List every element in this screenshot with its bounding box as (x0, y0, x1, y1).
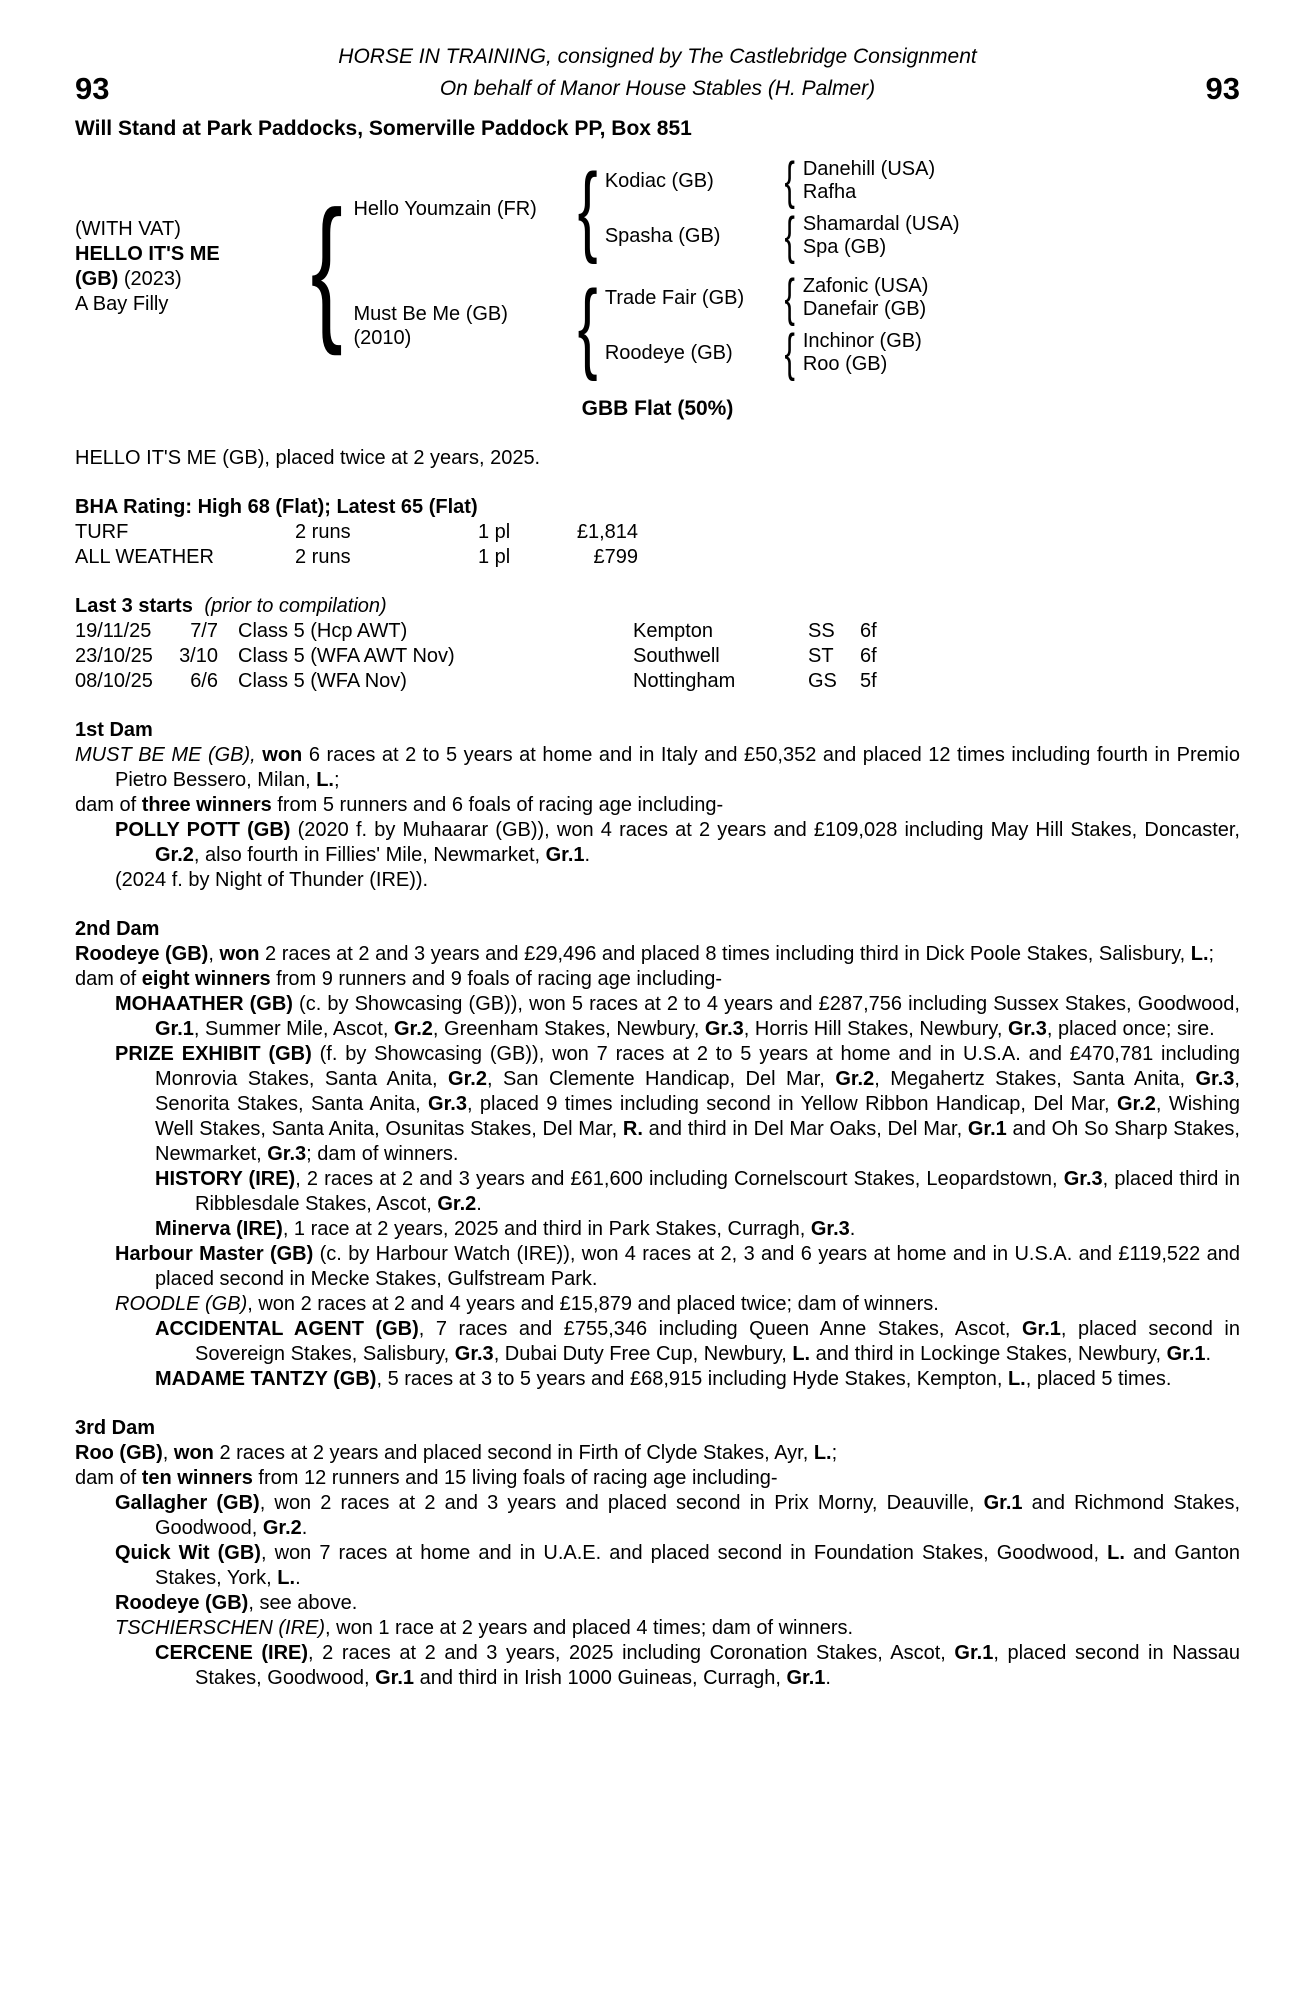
surface-label: TURF (75, 521, 129, 543)
sire-parents (605, 152, 960, 265)
dam-sire-branch (605, 272, 929, 324)
start-going: GS (808, 670, 837, 692)
pedigree-generation-1 (353, 148, 959, 386)
pedigree-paragraph: POLLY POTT (GB) (2020 f. by Muhaarar (GB)), won 4 races at 2 years and £109,028 including May Hill Stakes, Doncaster, Gr.2, also fourth in Fillies' Mile, Newmarket, Gr.1. (115, 819, 1240, 866)
dam-name-block (353, 302, 571, 350)
pedigree-paragraph: ROODLE (GB), won 2 races at 2 and 4 years and £15,879 and placed twice; dam of winners. (115, 1293, 939, 1315)
pedigree-paragraph: CERCENE (IRE), 2 races at 2 and 3 years, 2025 including Coronation Stakes, Ascot, Gr.1, placed second in Nassau Stakes, Goodwood, Gr.1 and third in Irish 1000 Guineas, Curragh, Gr.1. (155, 1642, 1241, 1689)
consignment-line: HORSE IN TRAINING, consigned by The Castlebridge Consignment (338, 45, 977, 68)
sire-sire-name: Kodiac (GB) (604, 170, 714, 192)
last-starts-title (75, 594, 1240, 619)
pedigree-paragraph: Gallagher (GB), won 2 races at 2 and 3 years and placed second in Prix Morny, Deauville, Gr.1 and Richmond Stakes, Goodwood, Gr.2. (115, 1492, 1241, 1539)
pedigree-paragraph: MOHAATHER (GB) (c. by Showcasing (GB)), won 5 races at 2 to 4 years and £287,756 including Sussex Stakes, Goodwood, Gr.1, Summer Mile, Ascot, Gr.2, Greenham Stakes, Newbury, Gr.3, Horris Hill Stakes, Newbury, Gr.3, placed once; sire. (115, 993, 1240, 1040)
section-heading: 2nd Dam (75, 918, 160, 940)
start-class: Class 5 (Hcp AWT) (238, 620, 408, 642)
last-starts-block (75, 594, 1240, 694)
pedigree-paragraph: ACCIDENTAL AGENT (GB), 7 races and £755,346 including Queen Anne Stakes, Ascot, Gr.1, placed second in Sovereign Stakes, Salisbury, Gr.3, Dubai Duty Free Cup, Newbury, L. and third in Lockinge Stakes, Newbury, Gr.1. (155, 1318, 1240, 1365)
dam-sire-parents (803, 275, 929, 321)
start-course: Kempton (633, 620, 714, 642)
stand-location-line: Will Stand at Park Paddocks, Somerville Paddock PP, Box 851 (75, 117, 692, 140)
sire-dam-dam-name: Spa (GB) (802, 236, 887, 258)
surface-label: ALL WEATHER (75, 546, 214, 568)
sire-dam-name: Spasha (GB) (604, 225, 721, 247)
start-position: 6/6 (190, 670, 218, 692)
pedigree-paragraph: TSCHIERSCHEN (IRE), won 1 race at 2 years and placed 4 times; dam of winners. (115, 1617, 854, 1639)
pedigree-brace-dam-dam (777, 327, 803, 379)
pedigree-table (75, 148, 1240, 386)
pedigree-brace-sire-sire (777, 155, 803, 207)
lot-number-right: 93 (1205, 71, 1240, 106)
dam-dam-branch (605, 327, 929, 379)
section-heading: 1st Dam (75, 719, 153, 741)
pedigree-paragraph: dam of ten winners from 12 runners and 15 living foals of racing age including- (75, 1467, 778, 1489)
pedigree-paragraph: MUST BE ME (GB), won 6 races at 2 to 5 years at home and in Italy and £50,352 and placed 12 times including fourth in Premio Pietro Bessero, Milan, L.; (75, 744, 1240, 791)
start-position: 7/7 (190, 620, 218, 642)
dam-sire-dam-name: Danefair (GB) (802, 298, 927, 320)
pedigree-paragraph: Quick Wit (GB), won 7 races at home and in U.A.E. and placed second in Foundation Stakes, Goodwood, L. and Ganton Stakes, York, L.. (115, 1542, 1240, 1589)
start-distance: 6f (860, 620, 877, 642)
start-going: ST (808, 645, 834, 667)
dam-sire-sire-name: Zafonic (USA) (802, 275, 929, 297)
pedigree-paragraph: Minerva (IRE), 1 race at 2 years, 2025 and third in Park Stakes, Curragh, Gr.3. (155, 1218, 856, 1240)
pedigree-paragraph: Roo (GB), won 2 races at 2 years and placed second in Firth of Clyde Stakes, Ayr, L.; (75, 1442, 838, 1464)
runs-value: 2 runs (295, 546, 351, 568)
last-starts-title-note: (prior to compilation) (204, 595, 387, 617)
dam-branch (353, 269, 959, 382)
start-date: 23/10/25 (75, 645, 153, 667)
pedigree-brace-sire (571, 159, 604, 259)
sire-dam-sire-name: Shamardal (USA) (802, 213, 960, 235)
earnings-value: £1,814 (576, 521, 638, 543)
sire-dam-parents (803, 213, 960, 259)
start-position: 3/10 (179, 645, 218, 667)
start-course: Nottingham (633, 670, 736, 692)
start-course: Southwell (633, 645, 720, 667)
gbb-scheme-line: GBB Flat (50%) (581, 397, 734, 420)
dam-parents (605, 269, 929, 382)
race-summary-line: HELLO IT'S ME (GB), placed twice at 2 years, 2025. (75, 447, 541, 469)
subject-name: HELLO IT'S ME (75, 243, 220, 265)
pedigree-brace-dam (571, 276, 604, 376)
pedigree-paragraph: MADAME TANTZY (GB), 5 races at 3 to 5 years and £68,915 including Hyde Stakes, Kempton, L., placed 5 times. (155, 1368, 1172, 1390)
sire-sire-sire-name: Danehill (USA) (802, 158, 936, 180)
earnings-value: £799 (593, 546, 638, 568)
start-distance: 5f (860, 670, 877, 692)
pedigree-paragraph: Harbour Master (GB) (c. by Harbour Watch (IRE)), won 4 races at 2, 3 and 6 years at home and in U.S.A. and £119,522 and placed second in Mecke Stakes, Gulfstream Park. (115, 1243, 1240, 1290)
sire-sire-branch (605, 155, 960, 207)
pedigree-paragraph: Roodeye (GB), won 2 races at 2 and 3 years and £29,496 and placed 8 times including third in Dick Poole Stakes, Salisbury, L.; (75, 943, 1215, 965)
subject-horse-block (75, 217, 300, 317)
sire-sire-dam-name: Rafha (802, 181, 857, 203)
places-value: 1 pl (478, 546, 511, 568)
dam-dam-sire-name: Inchinor (GB) (802, 330, 922, 352)
pedigree-paragraph: (2024 f. by Night of Thunder (IRE)). (115, 869, 429, 891)
header-row (75, 72, 1240, 106)
start-class: Class 5 (WFA AWT Nov) (238, 645, 455, 667)
bha-rating-title: BHA Rating: High 68 (Flat); Latest 65 (Flat) (75, 496, 478, 518)
pedigree-paragraph: Roodeye (GB), see above. (115, 1592, 358, 1614)
places-value: 1 pl (478, 521, 511, 543)
subject-description: A Bay Filly (75, 293, 169, 315)
sire-name: Hello Youmzain (FR) (353, 197, 537, 220)
section-heading: 3rd Dam (75, 1417, 156, 1439)
sire-dam-branch (605, 210, 960, 262)
sire-branch (353, 152, 959, 265)
sire-sire-parents (803, 158, 935, 204)
start-going: SS (808, 620, 835, 642)
lot-number-left: 93 (75, 71, 110, 106)
race-record-table (75, 520, 1240, 570)
pedigree-brace-sire-dam (777, 210, 803, 262)
start-date: 08/10/25 (75, 670, 153, 692)
last-starts-title-label: Last 3 starts (75, 595, 193, 617)
last-starts-table (75, 619, 1240, 694)
pedigree-paragraph: dam of eight winners from 9 runners and 9 foals of racing age including- (75, 968, 722, 990)
pedigree-brace-main (300, 187, 353, 347)
pedigree-paragraph: PRIZE EXHIBIT (GB) (f. by Showcasing (GB)), won 7 races at 2 to 5 years at home and in U.S.A. and £470,781 including Monrovia Stakes, Santa Anita, Gr.2, San Clemente Handicap, Del Mar, Gr.2, Megahertz Stakes, Santa Anita, Gr.3, Senorita Stakes, Santa Anita, Gr.3, placed 9 times including second in Yellow Ribbon Handicap, Del Mar, Gr.2, Wishing Well Stakes, Santa Anita, Osunitas Stakes, Del Mar, R. and third in Del Mar Oaks, Del Mar, Gr.1 and Oh So Sharp Stakes, Newmarket, Gr.3; dam of winners. (115, 1043, 1240, 1165)
vat-note: (WITH VAT) (75, 218, 181, 240)
pedigree-paragraph: HISTORY (IRE), 2 races at 2 and 3 years and £61,600 including Cornelscourt Stakes, Leopardstown, Gr.3, placed third in Ribblesdale Stakes, Ascot, Gr.2. (155, 1168, 1241, 1215)
start-date: 19/11/25 (75, 620, 152, 642)
dam-dam-name: Roodeye (GB) (604, 342, 733, 364)
start-distance: 6f (860, 645, 877, 667)
bha-rating-block (75, 495, 1240, 570)
pedigree-paragraph: dam of three winners from 5 runners and 6 foals of racing age including- (75, 794, 724, 816)
subject-origin-year: (GB) (2023) (75, 268, 182, 290)
dam-sire-name: Trade Fair (GB) (604, 287, 745, 309)
start-class: Class 5 (WFA Nov) (238, 670, 407, 692)
dam-dam-parents (803, 330, 922, 376)
dam-section-2 (75, 917, 1240, 1392)
dam-name: Must Be Me (GB) (353, 302, 508, 325)
dam-year: (2010) (353, 326, 412, 349)
dam-section-1 (75, 718, 1240, 893)
dam-section-3 (75, 1416, 1240, 1691)
on-behalf-line: On behalf of Manor House Stables (H. Palmer) (439, 77, 876, 100)
dam-dam-dam-name: Roo (GB) (802, 353, 888, 375)
pedigree-brace-dam-sire (777, 272, 803, 324)
runs-value: 2 runs (295, 521, 351, 543)
